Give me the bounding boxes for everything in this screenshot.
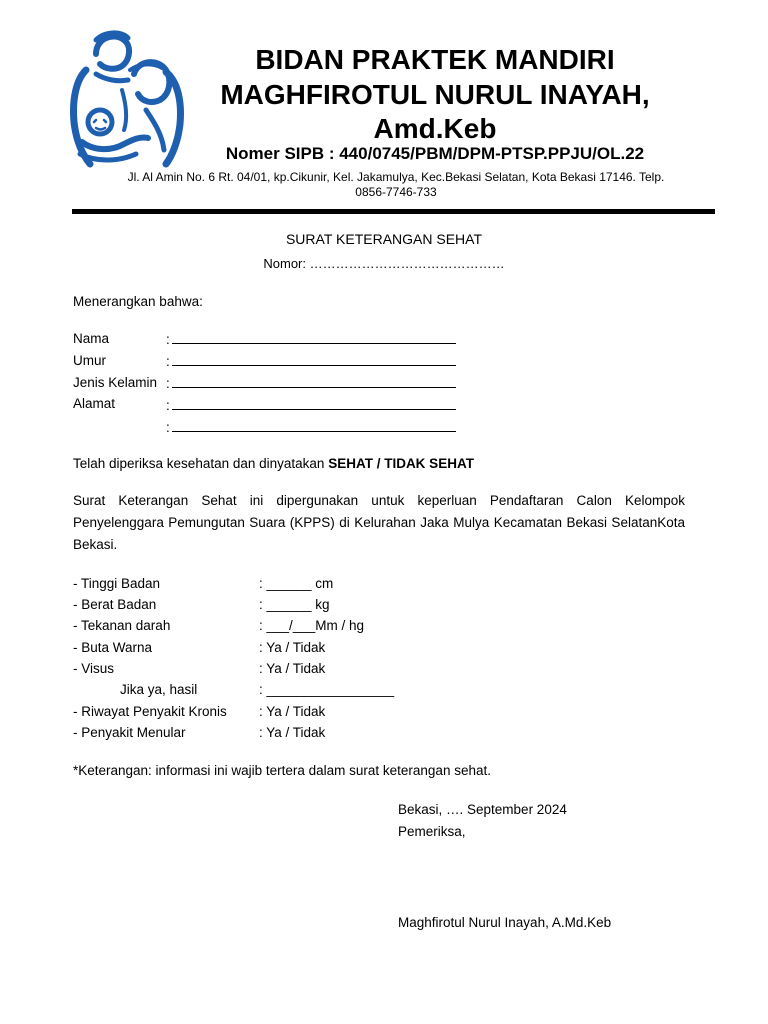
exam-label-visus: - Visus xyxy=(73,661,115,676)
field-label-nama: Nama xyxy=(73,331,110,346)
exam-label-tekanan-darah: - Tekanan darah xyxy=(73,618,171,633)
header-divider xyxy=(72,209,715,214)
address-line1: Jl. Al Amin No. 6 Rt. 04/01, kp.Cikunir, Kel. Jakamulya, Kec.Bekasi Selatan, Kota Bekasi 17146. Telp. xyxy=(127,170,665,184)
document-number: Nomor: ……………………………………… xyxy=(263,256,505,271)
exam-value-tekanan-darah: : ___/___Mm / hg xyxy=(259,618,365,633)
exam-value-visus: : Ya / Tidak xyxy=(259,661,326,676)
address-line2: 0856-7746-733 xyxy=(355,185,437,199)
exam-value-riwayat-penyakit: : Ya / Tidak xyxy=(259,704,326,719)
intro-text: Menerangkan bahwa: xyxy=(73,294,203,309)
field-label-umur: Umur xyxy=(73,353,106,368)
exam-label-berat-badan: - Berat Badan xyxy=(73,597,157,612)
exam-value-berat-badan: : ______ kg xyxy=(259,597,330,612)
exam-value-jika-ya: : _________________ xyxy=(259,682,395,697)
field-label-jenis-kelamin: Jenis Kelamin xyxy=(73,375,158,390)
address xyxy=(96,170,696,200)
field-line-nama[interactable]: : xyxy=(166,331,456,347)
field-label-alamat: Alamat xyxy=(73,396,116,411)
exam-value-tinggi-badan: : ______ cm xyxy=(259,576,334,591)
exam-label-riwayat-penyakit: - Riwayat Penyakit Kronis xyxy=(73,704,227,719)
org-name-line2: MAGHFIROTUL NURUL INAYAH, xyxy=(220,79,650,110)
document-title: SURAT KETERANGAN SEHAT xyxy=(285,231,483,247)
sipb-number: Nomer SIPB : 440/0745/PBM/DPM-PTSP.PPJU/OL.22 xyxy=(225,144,645,163)
org-name-line1: BIDAN PRAKTEK MANDIRI xyxy=(255,44,615,75)
exam-label-penyakit-menular: - Penyakit Menular xyxy=(73,725,186,740)
exam-status: SEHAT / TIDAK SEHAT xyxy=(328,456,474,471)
signer-name: Maghfirotul Nurul Inayah, A.Md.Keb xyxy=(398,915,612,930)
exam-label-tinggi-badan: - Tinggi Badan xyxy=(73,576,161,591)
exam-label-buta-warna: - Buta Warna xyxy=(73,640,153,655)
exam-value-buta-warna: : Ya / Tidak xyxy=(259,640,326,655)
field-line-umur[interactable]: : xyxy=(166,353,456,369)
field-line-alamat-2[interactable]: : xyxy=(166,419,456,435)
field-line-alamat[interactable]: : xyxy=(166,397,456,413)
place-date: Bekasi, …. September 2024 xyxy=(398,802,567,817)
exam-statement: Telah diperiksa kesehatan dan dinyatakan SEHAT / TIDAK SEHAT xyxy=(73,456,474,471)
note-text: *Keterangan: informasi ini wajib tertera dalam surat keterangan sehat. xyxy=(73,763,491,778)
org-name-line3: Amd.Keb xyxy=(373,113,497,144)
family-logo-icon xyxy=(66,30,192,168)
examiner-label: Pemeriksa, xyxy=(398,824,466,839)
exam-label-jika-ya: Jika ya, hasil xyxy=(120,682,198,697)
field-line-jenis-kelamin[interactable]: : xyxy=(166,375,456,391)
exam-value-penyakit-menular: : Ya / Tidak xyxy=(259,725,326,740)
purpose-paragraph: Surat Keterangan Sehat ini dipergunakan untuk keperluan Pendaftaran Calon Kelompok Penyelenggara Pemungutan Suara (KPPS) di Kelurahan Jaka Mulya Kecamatan Bekasi SelatanKota Bekasi. xyxy=(73,493,685,552)
